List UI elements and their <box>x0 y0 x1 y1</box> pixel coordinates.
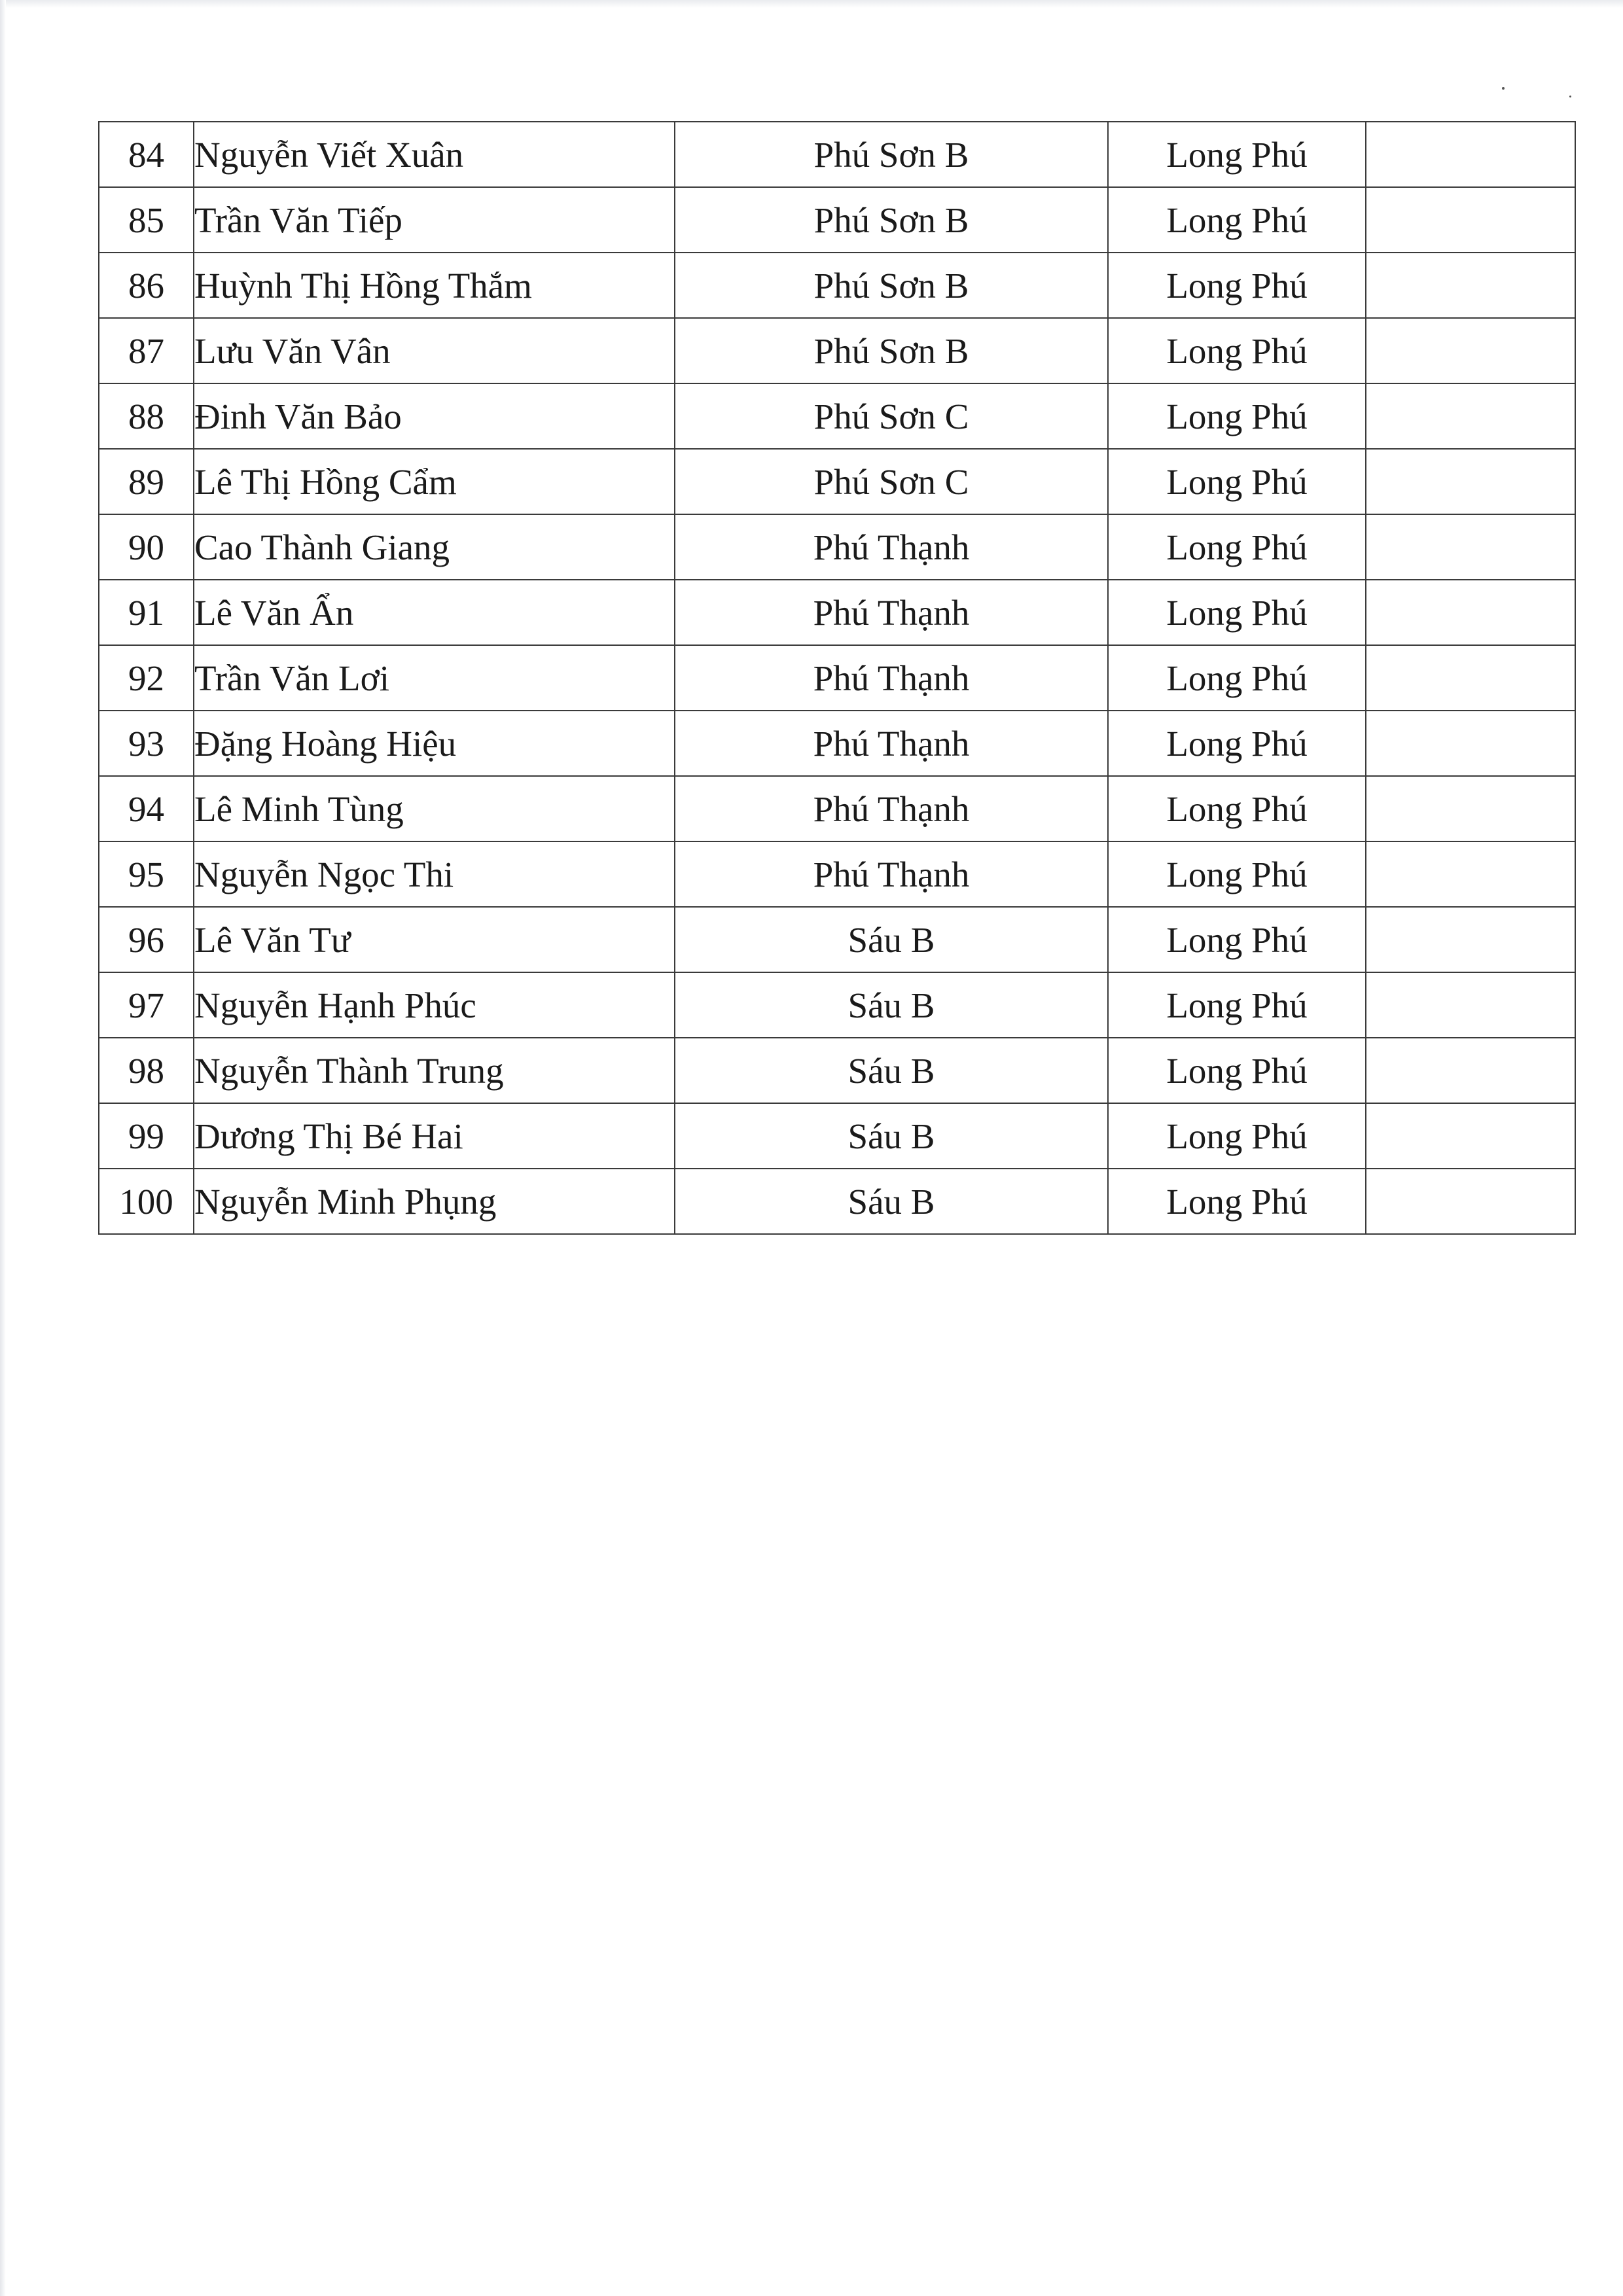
table-row <box>99 841 1575 907</box>
note-cell <box>1366 1103 1575 1169</box>
scan-edge-top <box>0 0 1623 8</box>
note-cell <box>1366 514 1575 580</box>
commune-cell: Long Phú <box>1108 776 1366 841</box>
commune-cell: Long Phú <box>1108 711 1366 776</box>
row-number-cell: 89 <box>99 449 194 514</box>
table-row <box>99 318 1575 383</box>
commune-cell: Long Phú <box>1108 1103 1366 1169</box>
note-cell <box>1366 972 1575 1038</box>
table-row <box>99 776 1575 841</box>
note-cell <box>1366 580 1575 645</box>
full-name-cell: Nguyễn Thành Trung <box>194 1038 675 1103</box>
row-number-cell: 88 <box>99 383 194 449</box>
commune-cell: Long Phú <box>1108 318 1366 383</box>
commune-cell: Long Phú <box>1108 972 1366 1038</box>
commune-cell: Long Phú <box>1108 383 1366 449</box>
full-name-cell: Lê Thị Hồng Cẩm <box>194 449 675 514</box>
full-name-cell: Nguyễn Hạnh Phúc <box>194 972 675 1038</box>
note-cell <box>1366 253 1575 318</box>
row-number-cell: 91 <box>99 580 194 645</box>
full-name-cell: Lê Văn Tư <box>194 907 675 972</box>
note-cell <box>1366 907 1575 972</box>
row-number-cell: 97 <box>99 972 194 1038</box>
hamlet-cell: Phú Sơn C <box>675 449 1108 514</box>
full-name-cell: Lê Văn Ẩn <box>194 580 675 645</box>
commune-cell: Long Phú <box>1108 841 1366 907</box>
table-row <box>99 253 1575 318</box>
note-cell <box>1366 1169 1575 1234</box>
row-number-cell: 100 <box>99 1169 194 1234</box>
row-number-cell: 84 <box>99 122 194 187</box>
hamlet-cell: Phú Thạnh <box>675 841 1108 907</box>
table-row <box>99 711 1575 776</box>
full-name-cell: Đặng Hoàng Hiệu <box>194 711 675 776</box>
commune-cell: Long Phú <box>1108 645 1366 711</box>
commune-cell: Long Phú <box>1108 187 1366 253</box>
scan-edge-left <box>0 0 6 2296</box>
commune-cell: Long Phú <box>1108 580 1366 645</box>
row-number-cell: 93 <box>99 711 194 776</box>
commune-cell: Long Phú <box>1108 514 1366 580</box>
hamlet-cell: Sáu B <box>675 1169 1108 1234</box>
hamlet-cell: Sáu B <box>675 1038 1108 1103</box>
row-number-cell: 94 <box>99 776 194 841</box>
full-name-cell: Nguyễn Minh Phụng <box>194 1169 675 1234</box>
hamlet-cell: Phú Thạnh <box>675 580 1108 645</box>
table-row <box>99 383 1575 449</box>
note-cell <box>1366 383 1575 449</box>
row-number-cell: 85 <box>99 187 194 253</box>
hamlet-cell: Phú Thạnh <box>675 711 1108 776</box>
row-number-cell: 98 <box>99 1038 194 1103</box>
hamlet-cell: Phú Sơn B <box>675 187 1108 253</box>
full-name-cell: Trần Văn Tiếp <box>194 187 675 253</box>
table-row <box>99 514 1575 580</box>
row-number-cell: 96 <box>99 907 194 972</box>
note-cell <box>1366 187 1575 253</box>
note-cell <box>1366 841 1575 907</box>
scan-speck <box>1569 96 1571 97</box>
commune-cell: Long Phú <box>1108 1169 1366 1234</box>
full-name-cell: Nguyễn Viết Xuân <box>194 122 675 187</box>
row-number-cell: 99 <box>99 1103 194 1169</box>
note-cell <box>1366 776 1575 841</box>
full-name-cell: Lưu Văn Vân <box>194 318 675 383</box>
commune-cell: Long Phú <box>1108 449 1366 514</box>
roster-table-body <box>99 122 1575 1234</box>
commune-cell: Long Phú <box>1108 122 1366 187</box>
table-row <box>99 449 1575 514</box>
row-number-cell: 95 <box>99 841 194 907</box>
hamlet-cell: Phú Thạnh <box>675 645 1108 711</box>
table-row <box>99 1103 1575 1169</box>
row-number-cell: 90 <box>99 514 194 580</box>
full-name-cell: Lê Minh Tùng <box>194 776 675 841</box>
full-name-cell: Nguyễn Ngọc Thi <box>194 841 675 907</box>
table-row <box>99 907 1575 972</box>
table-row <box>99 122 1575 187</box>
table-row <box>99 1169 1575 1234</box>
full-name-cell: Dương Thị Bé Hai <box>194 1103 675 1169</box>
full-name-cell: Đinh Văn Bảo <box>194 383 675 449</box>
note-cell <box>1366 449 1575 514</box>
row-number-cell: 87 <box>99 318 194 383</box>
hamlet-cell: Phú Sơn B <box>675 318 1108 383</box>
commune-cell: Long Phú <box>1108 1038 1366 1103</box>
hamlet-cell: Phú Sơn C <box>675 383 1108 449</box>
hamlet-cell: Sáu B <box>675 907 1108 972</box>
hamlet-cell: Phú Thạnh <box>675 514 1108 580</box>
commune-cell: Long Phú <box>1108 907 1366 972</box>
hamlet-cell: Phú Thạnh <box>675 776 1108 841</box>
roster-table <box>98 121 1576 1235</box>
table-row <box>99 972 1575 1038</box>
note-cell <box>1366 645 1575 711</box>
table-row <box>99 1038 1575 1103</box>
commune-cell: Long Phú <box>1108 253 1366 318</box>
hamlet-cell: Sáu B <box>675 972 1108 1038</box>
table-row <box>99 645 1575 711</box>
note-cell <box>1366 711 1575 776</box>
full-name-cell: Trần Văn Lơi <box>194 645 675 711</box>
note-cell <box>1366 1038 1575 1103</box>
table-row <box>99 580 1575 645</box>
full-name-cell: Huỳnh Thị Hồng Thắm <box>194 253 675 318</box>
table-row <box>99 187 1575 253</box>
scan-speck <box>1502 87 1505 90</box>
hamlet-cell: Phú Sơn B <box>675 253 1108 318</box>
row-number-cell: 86 <box>99 253 194 318</box>
row-number-cell: 92 <box>99 645 194 711</box>
hamlet-cell: Phú Sơn B <box>675 122 1108 187</box>
note-cell <box>1366 122 1575 187</box>
hamlet-cell: Sáu B <box>675 1103 1108 1169</box>
full-name-cell: Cao Thành Giang <box>194 514 675 580</box>
note-cell <box>1366 318 1575 383</box>
